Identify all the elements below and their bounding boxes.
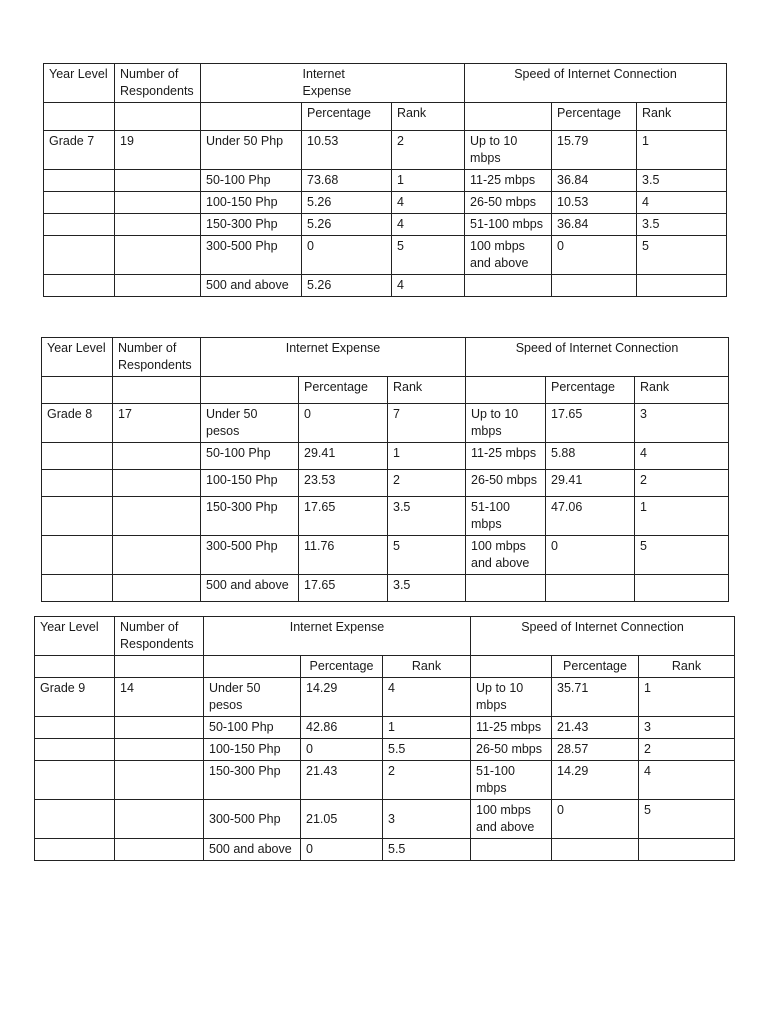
- internet-expense-header: Internet Expense: [201, 338, 466, 377]
- expense-rank-header: Rank: [392, 103, 465, 131]
- speed-percentage: 36.84: [552, 214, 637, 236]
- speed-rank-header: Rank: [635, 377, 729, 404]
- subheader-row: [35, 656, 735, 678]
- expense-percentage: 10.53: [302, 131, 392, 170]
- respondents-count: 17: [113, 404, 201, 443]
- table-row: [35, 800, 735, 839]
- expense-rank: 5: [388, 536, 466, 575]
- speed-rank: 4: [635, 443, 729, 470]
- expense-rank: 7: [388, 404, 466, 443]
- header-row: [35, 617, 735, 656]
- expense-percentage-header: Percentage: [301, 656, 383, 678]
- speed-percentage: 14.29: [552, 761, 639, 800]
- speed-percentage: 10.53: [552, 192, 637, 214]
- speed-bracket: 26-50 mbps: [466, 470, 546, 497]
- table-row: [35, 739, 735, 761]
- speed-bracket: Up to 10 mbps: [471, 678, 552, 717]
- speed-header: Speed of Internet Connection: [471, 617, 735, 656]
- expense-bracket: Under 50 pesos: [201, 404, 299, 443]
- expense-bracket: 150-300 Php: [204, 761, 301, 800]
- speed-bracket: 100 mbps and above: [466, 536, 546, 575]
- expense-percentage: 0: [299, 404, 388, 443]
- table-row: [44, 214, 727, 236]
- expense-bracket: 300-500 Php: [201, 236, 302, 275]
- expense-rank: 2: [392, 131, 465, 170]
- expense-percentage: 0: [302, 236, 392, 275]
- speed-header: Speed of Internet Connection: [466, 338, 729, 377]
- speed-bracket: Up to 10 mbps: [465, 131, 552, 170]
- speed-bracket: 11-25 mbps: [471, 717, 552, 739]
- expense-bracket: 500 and above: [204, 839, 301, 861]
- expense-percentage: 5.26: [302, 214, 392, 236]
- expense-percentage-header: Percentage: [299, 377, 388, 404]
- year-level-header: Year Level: [42, 338, 113, 377]
- speed-rank: 5: [635, 536, 729, 575]
- speed-percentage: 47.06: [546, 497, 635, 536]
- expense-rank: 5.5: [383, 739, 471, 761]
- speed-rank: 4: [637, 192, 727, 214]
- internet-expense-header: Internet Expense: [201, 64, 465, 103]
- table-row: [42, 575, 729, 602]
- grade-label: Grade 7: [44, 131, 115, 170]
- expense-percentage: 42.86: [301, 717, 383, 739]
- expense-percentage: 11.76: [299, 536, 388, 575]
- speed-percentage-header: Percentage: [552, 656, 639, 678]
- respondents-count: 14: [115, 678, 204, 717]
- expense-percentage: 0: [301, 739, 383, 761]
- expense-rank: 2: [383, 761, 471, 800]
- speed-rank: 1: [639, 678, 735, 717]
- grade-label: Grade 8: [42, 404, 113, 443]
- speed-bracket: 51-100 mbps: [471, 761, 552, 800]
- respondents-header: Number of Respondents: [115, 617, 204, 656]
- subheader-row: [42, 377, 729, 404]
- expense-percentage: 21.05: [301, 800, 383, 839]
- expense-bracket: 50-100 Php: [201, 170, 302, 192]
- expense-rank: 4: [392, 192, 465, 214]
- speed-percentage: 29.41: [546, 470, 635, 497]
- grade-7-table: [43, 63, 727, 297]
- expense-percentage: 73.68: [302, 170, 392, 192]
- subheader-row: [44, 103, 727, 131]
- table-row: [42, 497, 729, 536]
- speed-rank: 1: [637, 131, 727, 170]
- speed-percentage: 21.43: [552, 717, 639, 739]
- speed-rank: 1: [635, 497, 729, 536]
- expense-bracket: 300-500 Php: [201, 536, 299, 575]
- speed-percentage: 15.79: [552, 131, 637, 170]
- table-row: [44, 131, 727, 170]
- table-row: [35, 839, 735, 861]
- speed-bracket: 51-100 mbps: [466, 497, 546, 536]
- expense-rank: 1: [383, 717, 471, 739]
- expense-bracket: 50-100 Php: [201, 443, 299, 470]
- speed-rank: 2: [635, 470, 729, 497]
- table-row: [44, 170, 727, 192]
- expense-rank: 1: [388, 443, 466, 470]
- speed-rank: 5: [639, 800, 735, 839]
- speed-percentage: 5.88: [546, 443, 635, 470]
- table-row: [35, 678, 735, 717]
- speed-bracket: Up to 10 mbps: [466, 404, 546, 443]
- expense-rank: 1: [392, 170, 465, 192]
- expense-bracket: Under 50 Php: [201, 131, 302, 170]
- speed-percentage: 36.84: [552, 170, 637, 192]
- expense-rank: 3.5: [388, 497, 466, 536]
- table-row: [42, 536, 729, 575]
- speed-rank: 2: [639, 739, 735, 761]
- expense-rank-header: Rank: [388, 377, 466, 404]
- expense-rank: 5: [392, 236, 465, 275]
- speed-percentage: 0: [546, 536, 635, 575]
- speed-percentage-header: Percentage: [552, 103, 637, 131]
- expense-percentage-header: Percentage: [302, 103, 392, 131]
- speed-rank-header: Rank: [637, 103, 727, 131]
- expense-bracket: 100-150 Php: [201, 470, 299, 497]
- speed-percentage: 35.71: [552, 678, 639, 717]
- expense-percentage: 14.29: [301, 678, 383, 717]
- expense-rank: 5.5: [383, 839, 471, 861]
- year-level-header: Year Level: [44, 64, 115, 103]
- table-row: [44, 192, 727, 214]
- expense-rank: 4: [383, 678, 471, 717]
- speed-rank: 4: [639, 761, 735, 800]
- speed-bracket: 100 mbps and above: [471, 800, 552, 839]
- respondents-header: Number of Respondents: [115, 64, 201, 103]
- expense-bracket: 500 and above: [201, 575, 299, 602]
- speed-rank: 3: [635, 404, 729, 443]
- expense-percentage: 5.26: [302, 192, 392, 214]
- expense-percentage: 21.43: [301, 761, 383, 800]
- table-row: [44, 275, 727, 297]
- expense-bracket: 50-100 Php: [204, 717, 301, 739]
- table-row: [42, 404, 729, 443]
- expense-rank: 4: [392, 214, 465, 236]
- expense-percentage: 23.53: [299, 470, 388, 497]
- speed-rank: 5: [637, 236, 727, 275]
- speed-rank: 3.5: [637, 170, 727, 192]
- expense-bracket: 300-500 Php: [204, 800, 301, 839]
- grade-label: Grade 9: [35, 678, 115, 717]
- expense-bracket: 150-300 Php: [201, 497, 299, 536]
- header-row: [42, 338, 729, 377]
- grade-8-table: [41, 337, 729, 602]
- grade-9-table: [34, 616, 735, 861]
- table-row: [42, 443, 729, 470]
- header-row: [44, 64, 727, 103]
- speed-header: Speed of Internet Connection: [465, 64, 727, 103]
- year-level-header: Year Level: [35, 617, 115, 656]
- expense-percentage: 5.26: [302, 275, 392, 297]
- expense-rank: 3.5: [388, 575, 466, 602]
- speed-percentage-header: Percentage: [546, 377, 635, 404]
- speed-bracket: 100 mbps and above: [465, 236, 552, 275]
- expense-percentage: 29.41: [299, 443, 388, 470]
- respondents-header: Number of Respondents: [113, 338, 201, 377]
- table-row: [35, 761, 735, 800]
- expense-rank-header: Rank: [383, 656, 471, 678]
- speed-bracket: 26-50 mbps: [465, 192, 552, 214]
- speed-percentage: 0: [552, 236, 637, 275]
- internet-expense-header: Internet Expense: [204, 617, 471, 656]
- expense-bracket: 100-150 Php: [204, 739, 301, 761]
- expense-rank: 4: [392, 275, 465, 297]
- table-row: [42, 470, 729, 497]
- speed-bracket: 51-100 mbps: [465, 214, 552, 236]
- expense-bracket: 100-150 Php: [201, 192, 302, 214]
- expense-bracket: Under 50 pesos: [204, 678, 301, 717]
- expense-rank: 2: [388, 470, 466, 497]
- speed-rank-header: Rank: [639, 656, 735, 678]
- expense-rank: 3: [383, 800, 471, 839]
- expense-bracket: 500 and above: [201, 275, 302, 297]
- speed-percentage: 0: [552, 800, 639, 839]
- expense-percentage: 0: [301, 839, 383, 861]
- table-row: [35, 717, 735, 739]
- speed-rank: 3.5: [637, 214, 727, 236]
- respondents-count: 19: [115, 131, 201, 170]
- expense-percentage: 17.65: [299, 497, 388, 536]
- speed-bracket: 11-25 mbps: [465, 170, 552, 192]
- speed-rank: 3: [639, 717, 735, 739]
- speed-bracket: 11-25 mbps: [466, 443, 546, 470]
- speed-percentage: 28.57: [552, 739, 639, 761]
- table-row: [44, 236, 727, 275]
- expense-percentage: 17.65: [299, 575, 388, 602]
- expense-bracket: 150-300 Php: [201, 214, 302, 236]
- speed-percentage: 17.65: [546, 404, 635, 443]
- speed-bracket: 26-50 mbps: [471, 739, 552, 761]
